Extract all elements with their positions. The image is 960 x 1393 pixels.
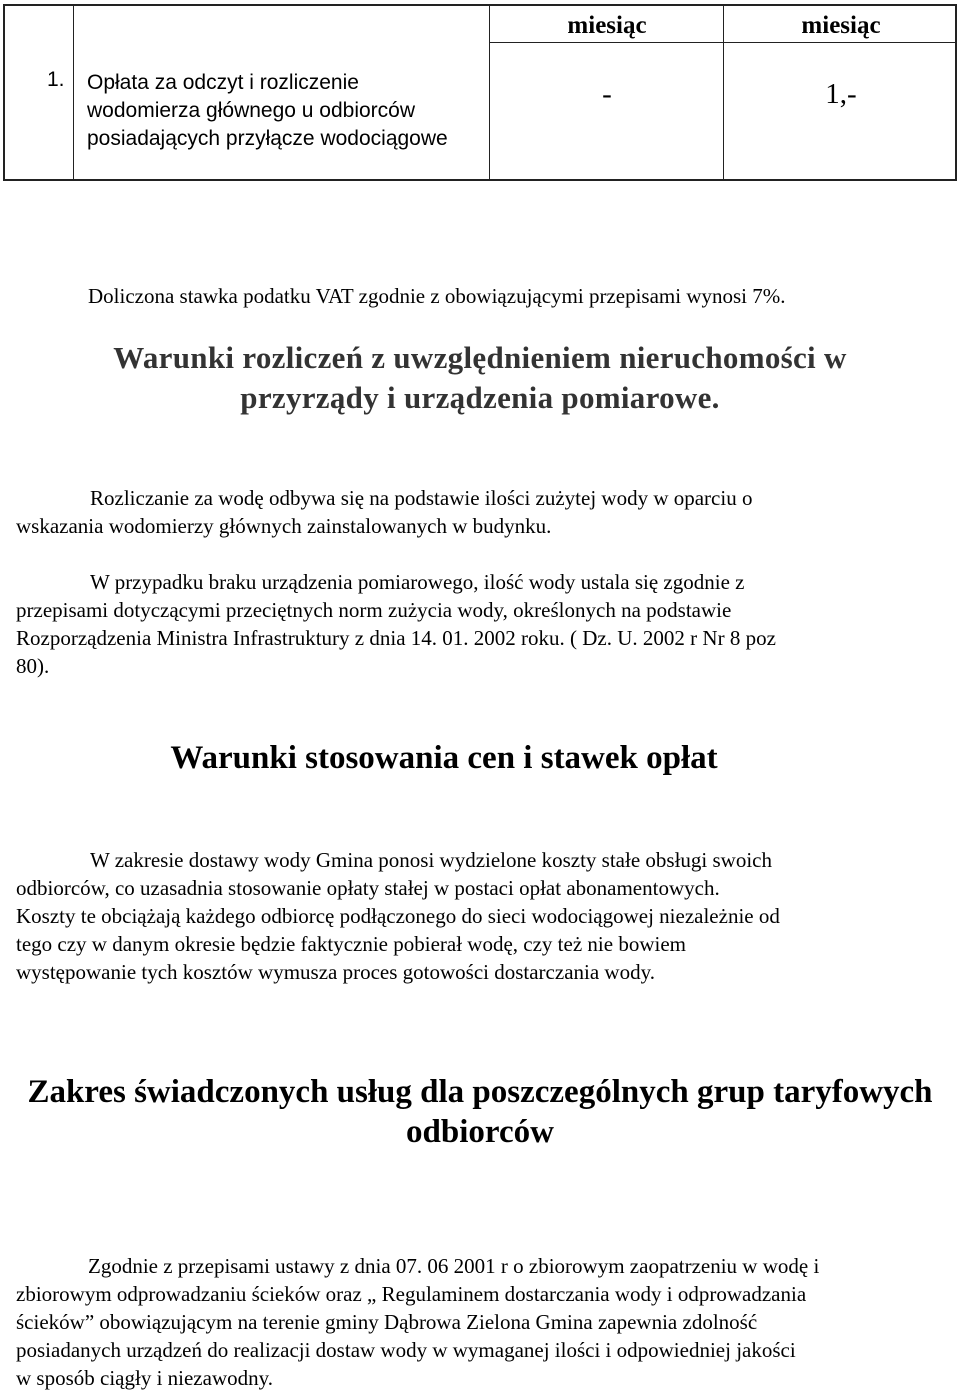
tariff-table — [3, 4, 957, 181]
heading-price-conditions: Warunki stosowania cen i stawek opłat — [170, 740, 718, 776]
paragraph-line: wskazania wodomierzy głównych zainstalowanych w budynku. — [16, 514, 552, 538]
paragraph-line: Koszty te obciążają każdego odbiorcę podłączonego do sieci wodociągowej niezależnie od — [16, 904, 780, 928]
table-divider — [723, 6, 724, 179]
paragraph-line: 80). — [16, 654, 50, 678]
paragraph-line: odbiorców, co uzasadnia stosowanie opłaty stałej w postaci opłat abonamentowych. — [16, 876, 720, 900]
table-header-divider — [489, 42, 955, 43]
paragraph-fixed-costs — [16, 846, 780, 986]
heading-service-scope — [0, 1072, 960, 1152]
row-number: 1. — [47, 68, 65, 91]
paragraph-line: przepisami dotyczącymi przeciętnych norm zużycia wody, określonych na podstawie — [16, 598, 732, 622]
heading-line: odbiorców — [406, 1114, 554, 1150]
paragraph-line: ścieków” obowiązującym na terenie gminy Dąbrowa Zielona Gmina zapewnia zdolność — [16, 1310, 758, 1334]
paragraph-no-meter — [16, 568, 776, 680]
row-desc-line: wodomierza głównego u odbiorców — [87, 99, 416, 122]
row-description — [87, 69, 487, 153]
value-col3: - — [602, 78, 612, 110]
heading-line: Warunki rozliczeń z uwzględnieniem nieruchomości w — [113, 340, 847, 375]
paragraph-line: występowanie tych kosztów wymusza proces gotowości dostarczania wody. — [16, 960, 655, 984]
paragraph-line: tego czy w danym okresie będzie faktycznie pobierał wodę, czy też nie bowiem — [16, 932, 686, 956]
paragraph-line: W przypadku braku urządzenia pomiarowego, ilość wody ustala się zgodnie z — [90, 570, 745, 594]
heading-billing-conditions — [0, 338, 960, 418]
heading-line: Zakres świadczonych usług dla poszczególnych grup taryfowych — [27, 1074, 933, 1110]
paragraph-service-law — [16, 1252, 819, 1392]
header-month-col4: miesiąc — [801, 12, 881, 39]
paragraph-line: Rozporządzenia Ministra Infrastruktury z dnia 14. 01. 2002 roku. ( Dz. U. 2002 r Nr 8 poz — [16, 626, 776, 650]
paragraph-line: w sposób ciągły i niezawodny. — [16, 1366, 274, 1390]
table-divider — [73, 6, 74, 179]
heading-line: przyrządy i urządzenia pomiarowe. — [240, 380, 720, 415]
paragraph-line: posiadanych urządzeń do realizacji dostaw wody w wymaganej ilości i odpowiedniej jakości — [16, 1338, 796, 1362]
paragraph-line: Zgodnie z przepisami ustawy z dnia 07. 06 2001 r o zbiorowym zaopatrzeniu w wodę i — [88, 1254, 820, 1278]
paragraph-line: zbiorowym odprowadzaniu ścieków oraz „ Regulaminem dostarczania wody i odprowadzania — [16, 1282, 807, 1306]
row-desc-line: Opłata za odczyt i rozliczenie — [87, 71, 359, 94]
vat-note: Doliczona stawka podatku VAT zgodnie z obowiązującymi przepisami wynosi 7%. — [88, 284, 786, 308]
paragraph-line: Rozliczanie za wodę odbywa się na podstawie ilości zużytej wody w oparciu o — [90, 486, 753, 510]
table-divider — [489, 6, 490, 179]
paragraph-metering — [16, 484, 752, 540]
header-month-col3: miesiąc — [567, 12, 647, 39]
paragraph-line: W zakresie dostawy wody Gmina ponosi wydzielone koszty stałe obsługi swoich — [90, 848, 772, 872]
row-desc-line: posiadających przyłącze wodociągowe — [87, 127, 448, 150]
value-col4: 1,- — [825, 78, 857, 110]
